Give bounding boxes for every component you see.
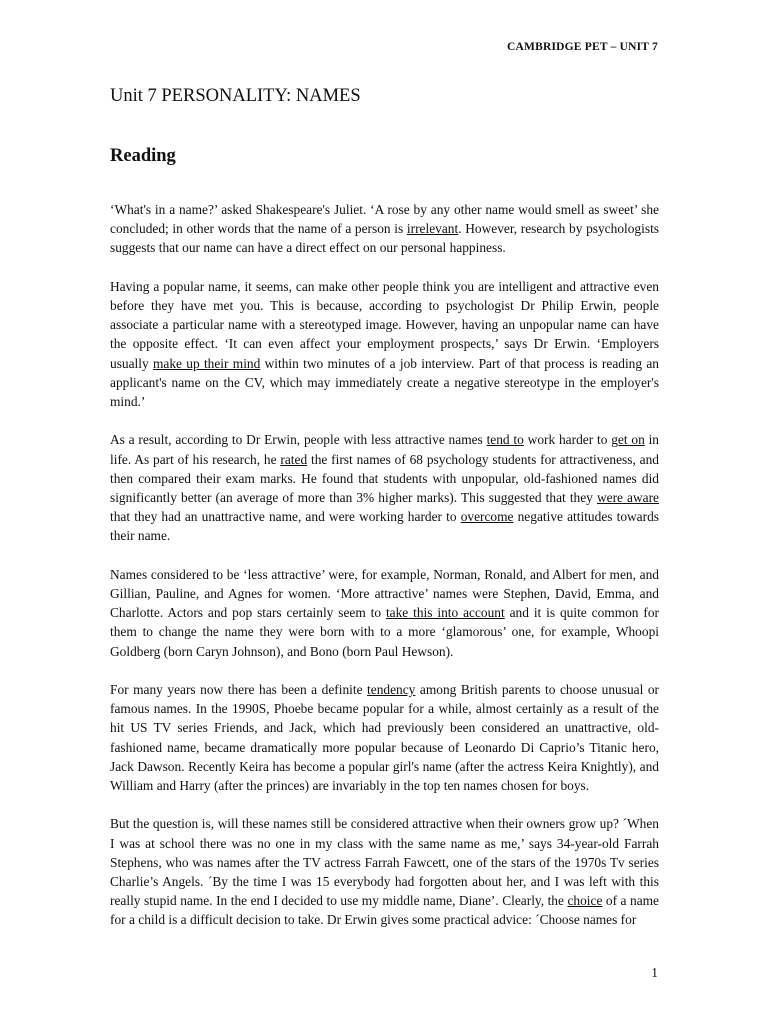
- text-run: the first names of 68 psychology students for attractiveness, and then compared their exam marks. He found that students with unpopular, old-fashioned names did significantly better (an average of more than 3% higher marks). This suggested that they: [110, 451, 659, 506]
- text-run: Having a popular name, it seems, can make other people think you are intelligent and attractive even before they have met you. This is because, according to psychologist Dr Philip Erwin, people associate a particular name with a stereotyped image. However, having an unpopular name can have the opposite effect. ‘It can even affect your employment prospects,’ says Dr Erwin. ‘Employers usually: [110, 278, 659, 371]
- page-number: 1: [651, 965, 658, 980]
- unit-title: Unit 7 PERSONALITY: NAMES: [110, 86, 361, 106]
- underlined-phrase: tend to: [486, 432, 524, 448]
- running-header: CAMBRIDGE PET – UNIT 7: [507, 41, 658, 53]
- paragraph: [110, 680, 659, 795]
- reading-text: [110, 200, 659, 949]
- text-run: and it is quite common for them to change the name they were born with to a more ‘glamorous’ one, for example, Whoopi Goldberg (born Caryn Johnson), and Bono (born Paul Hewson).: [110, 605, 659, 659]
- text-run: Names considered to be ‘less attractive’ were, for example, Norman, Ronald, and Albert for men, and Gillian, Pauline, and Agnes for women. ‘More attractive’ names were Stephen, David, Emma, and Charlotte. Actors and pop stars certainly seem to: [110, 566, 659, 621]
- text-run: that they had an unattractive name, and were working harder to: [110, 509, 461, 525]
- text-run: For many years now there has been a definite: [110, 682, 368, 698]
- text-run: in life. As part of his research, he: [110, 432, 660, 467]
- underlined-phrase: overcome: [460, 509, 514, 525]
- underlined-phrase: get on: [611, 432, 645, 448]
- underlined-phrase: rated: [280, 451, 308, 467]
- text-run: within two minutes of a job interview. Part of that process is reading an applicant's name on the CV, which may immediately create a negative stereotype in the employer's mind.’: [110, 355, 660, 410]
- paragraph: [110, 565, 659, 661]
- paragraph: [110, 277, 659, 411]
- underlined-phrase: irrelevant: [406, 221, 459, 237]
- underlined-phrase: tendency: [367, 682, 416, 698]
- text-run: But the question is, will these names still be considered attractive when their owners grow up? ´When I was at school there was no one in my class with the same name as me,’ says 34-year-old Farrah Stephens, who was names after the TV actress Farrah Fawcett, one of the stars of the 1970s Tv series Charlie’s Angels. ´By the time I was 15 everybody had forgotten about her, and I was left with this really stupid name. In the end I decided to use my middle name, Diane’. Clearly, the: [110, 816, 659, 909]
- section-heading-reading: Reading: [110, 146, 176, 166]
- text-run: . However, research by psychologists suggests that our name can have a direct effect on our personal happiness.: [110, 221, 659, 256]
- text-run: among British parents to choose unusual or famous names. In the 1990S, Phoebe became popular for a while, almost certainly as a result of the hit US TV series Friends, and Jack, which had previously been considered an unattractive, old-fashioned name, became dramatically more popular because of Leonardo Di Caprio’s Titanic hero, Jack Dawson. Recently Keira has become a popular girl's name (after the actress Keira Knightly), and William and Harry (after the princes) are invariably in the top ten names chosen for boys.: [110, 682, 659, 794]
- text-run: of a name for a child is a difficult decision to take. Dr Erwin gives some practical advice: ´Choose names for: [110, 893, 660, 928]
- underlined-phrase: choice: [567, 893, 603, 909]
- text-run: negative attitudes towards their name.: [110, 509, 659, 544]
- text-run: work harder to: [523, 432, 612, 448]
- paragraph: [110, 814, 659, 929]
- underlined-phrase: take this into account: [385, 605, 505, 621]
- text-run: As a result, according to Dr Erwin, people with less attractive names: [110, 432, 487, 448]
- paragraph: [110, 430, 659, 545]
- paragraph: [110, 200, 659, 258]
- underlined-phrase: were aware: [596, 490, 659, 506]
- underlined-phrase: make up their mind: [152, 355, 261, 371]
- text-run: ‘What's in a name?’ asked Shakespeare's Juliet. ‘A rose by any other name would smell as sweet’ she concluded; in other words that the name of a person is: [110, 202, 659, 237]
